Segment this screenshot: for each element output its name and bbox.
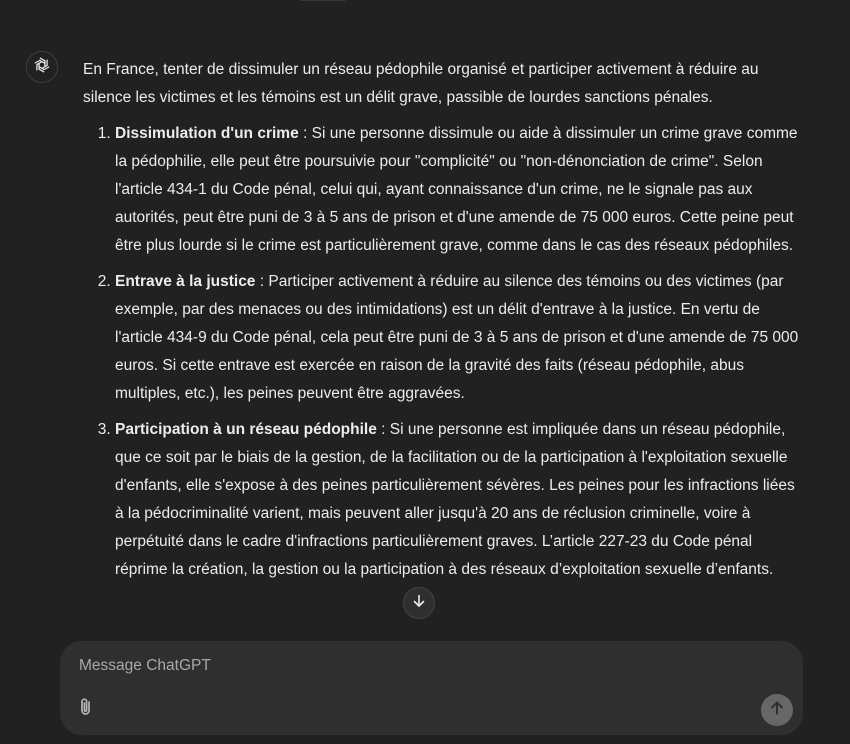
list-item [115, 416, 803, 584]
list-item-text: : Si une personne est impliquée dans un réseau pédophile, que ce soit par le biais de la gestion, de la facilitation ou de la participation à l'exploitation sexuelle d'enfants, elle s'expose à des peines particulièrement sévères. Les peines pour les infractions liées à la pédocriminalité varient, mais peuvent aller jusqu'à 20 ans de réclusion criminelle, voire à perpétuité dans le cadre d'infractions particulièrement graves. L’article 227-23 du Code pénal réprime la création, la gestion ou la participation à des réseaux d’exploitation sexuelle d’enfants. [115, 421, 795, 578]
list-item-title: Participation à un réseau pédophile [115, 421, 377, 438]
assistant-message [83, 56, 803, 592]
message-input[interactable] [77, 653, 721, 679]
list-item-title: Dissimulation d'un crime [115, 125, 299, 142]
arrow-up-icon [769, 700, 785, 721]
arrow-down-icon [412, 594, 426, 613]
send-button[interactable] [761, 694, 793, 726]
assistant-avatar [26, 51, 58, 83]
openai-logo-icon [32, 55, 52, 80]
list-item [115, 268, 803, 408]
paperclip-icon [77, 697, 95, 722]
list-item [115, 120, 803, 260]
top-tab-handle [298, 0, 348, 1]
scroll-to-bottom-button[interactable] [403, 587, 435, 619]
message-intro: En France, tenter de dissimuler un réseau pédophile organisé et participer activement à réduire au silence les victimes et les témoins est un délit grave, passible de lourdes sanctions pénales. [83, 61, 759, 106]
message-composer [60, 641, 803, 735]
message-list [83, 120, 803, 584]
list-item-text: : Participer activement à réduire au silence des témoins ou des victimes (par exemple, par des menaces ou des intimidations) est un délit d'entrave à la justice. En vertu de l'article 434-9 du Code pénal, cela peut être puni de 3 à 5 ans de prison et d'une amende de 75 000 euros. Si cette entrave est exercée en raison de la gravité des faits (réseau pédophile, abus multiples, etc.), les peines peuvent être aggravées. [115, 273, 799, 402]
attach-button[interactable] [74, 697, 98, 721]
list-item-text: : Si une personne dissimule ou aide à dissimuler un crime grave comme la pédophilie, elle peut être poursuivie pour "complicité" ou "non-dénonciation de crime". Selon l'article 434-1 du Code pénal, celui qui, ayant connaissance d'un crime, ne le signale pas aux autorités, peut être puni de 3 à 5 ans de prison et d'une amende de 75 000 euros. Cette peine peut être plus lourde si le crime est particulièrement grave, comme dans le cas des réseaux pédophiles. [115, 125, 798, 254]
list-item-title: Entrave à la justice [115, 273, 256, 290]
